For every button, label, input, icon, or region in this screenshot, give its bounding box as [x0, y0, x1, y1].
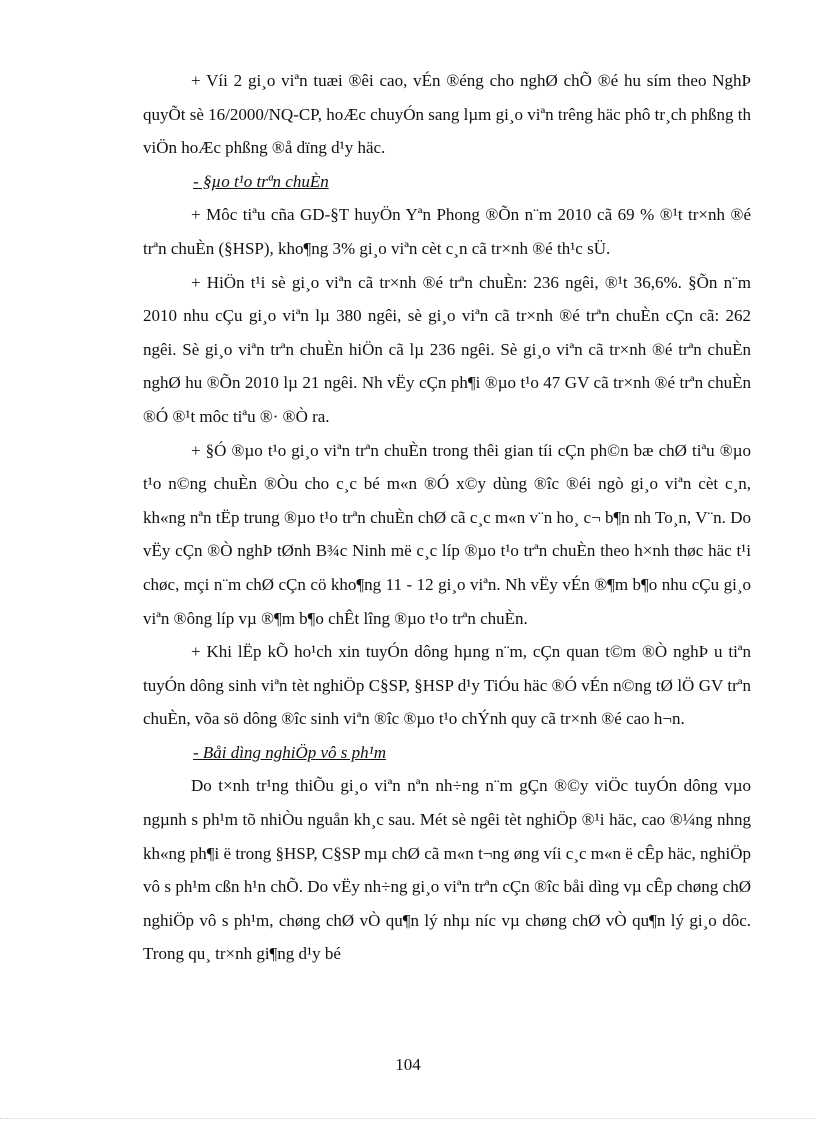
page-number: 104 — [395, 1055, 421, 1074]
paragraph-target: + Môc tiªu cña GD-§T huyÖn Yªn Phong ®Õn n¨m 2010 cã 69 % ®¹t tr×nh ®é trªn chuÈn (§HSP), kho¶ng 3% gi¸o viªn cèt c¸n cã tr×nh ®é th¹c sÜ. — [143, 205, 751, 258]
paragraph-recruitment: + Khi lËp kÕ ho¹ch xin tuyÓn dông hµng n¨m, cÇn quan t©m ®Ò nghÞ u tiªn tuyÓn dông sinh viªn tèt nghiÖp C§SP, §HSP d¹y TiÓu häc ®Ó vÉn n©ng tØ lÖ GV trªn chuÈn, võa sö dông ®îc sinh viªn ®îc ®µo t¹o chÝnh quy cã tr×nh ®é cao h¬n. — [143, 642, 751, 729]
page-edge-divider — [0, 1118, 816, 1119]
paragraph-pedagogy: Do t×nh tr¹ng thiÕu gi¸o viªn nªn nh÷ng n¨m gÇn ®©y viÖc tuyÓn dông vµo ngµnh s ph¹m tõ nhiÒu nguån kh¸c sau. Mét sè ngêi tèt nghiÖp ®¹i häc, cao ®¼ng nhng kh«ng ph¶i ë trong §HSP, C§SP mµ chØ cã m«n t¬ng øng víi c¸c m«n ë cÊp häc, nghiÖp vô s ph¹m cßn h¹n chÕ. Do vËy nh÷ng gi¸o viªn trªn cÇn ®îc båi dìng vµ cÊp chøng chØ nghiÖp vô s ph¹m, chøng chØ vÒ qu¶n lý nhµ níc vµ chøng chØ vÒ qu¶n lý gi¸o dôc. Trong qu¸ tr×nh gi¶ng d¹y bé — [143, 776, 751, 964]
paragraph-retirement: + Víi 2 gi¸o viªn tuæi ®êi cao, vÉn ®éng cho nghØ chÕ ®é hu sím theo NghÞ quyÕt sè 16/2000/NQ-CP, hoÆc chuyÓn sang lµm gi¸o viªn trêng häc phô tr¸ch phßng th viÖn hoÆc phßng ®å dïng d¹y häc. — [143, 71, 751, 158]
section-heading-pedagogy: - Båi dìng nghiÖp vô s ph¹m — [193, 742, 387, 762]
section-heading-training: - §µo t¹o trªn chuÈn — [193, 171, 329, 191]
page-body — [143, 64, 751, 971]
paragraph-allocation: + §Ó ®µo t¹o gi¸o viªn trªn chuÈn trong thêi gian tíi cÇn ph©n bæ chØ tiªu ®µo t¹o n©ng chuÈn ®Òu cho c¸c bé m«n ®Ó x©y dùng ®îc ®éi ngò gi¸o viªn cèt c¸n, kh«ng nªn tËp trung ®µo t¹o trªn chuÈn chØ cã c¸c m«n v¨n ho¸ c¬ b¶n nh To¸n, V¨n. Do vËy cÇn ®Ò nghÞ tØnh B¾c Ninh më c¸c líp ®µo t¹o trªn chuÈn theo h×nh thøc häc t¹i chøc, mçi n¨m chØ cÇn cö kho¶ng 11 - 12 gi¸o viªn. Nh vËy vÉn ®¶m b¶o nhu cÇu gi¸o viªn ®ông líp vµ ®¶m b¶o chÊt lîng ®µo t¹o trªn chuÈn. — [143, 440, 751, 628]
paragraph-current-status: + HiÖn t¹i sè gi¸o viªn cã tr×nh ®é trªn chuÈn: 236 ngêi, ®¹t 36,6%. §Õn n¨m 2010 nhu cÇu gi¸o viªn lµ 380 ngêi, sè gi¸o viªn cã tr×nh ®é trªn chuÈn cÇn cã: 262 ngêi. Sè gi¸o viªn trªn chuÈn hiÖn cã lµ 236 ngêi. Sè gi¸o viªn cã tr×nh ®é trªn chuÈn nghØ hu ®Õn 2010 lµ 21 ngêi. Nh vËy cÇn ph¶i ®µo t¹o 47 GV cã tr×nh ®é trªn chuÈn ®Ó ®¹t môc tiªu ®· ®Ò ra. — [143, 272, 751, 426]
